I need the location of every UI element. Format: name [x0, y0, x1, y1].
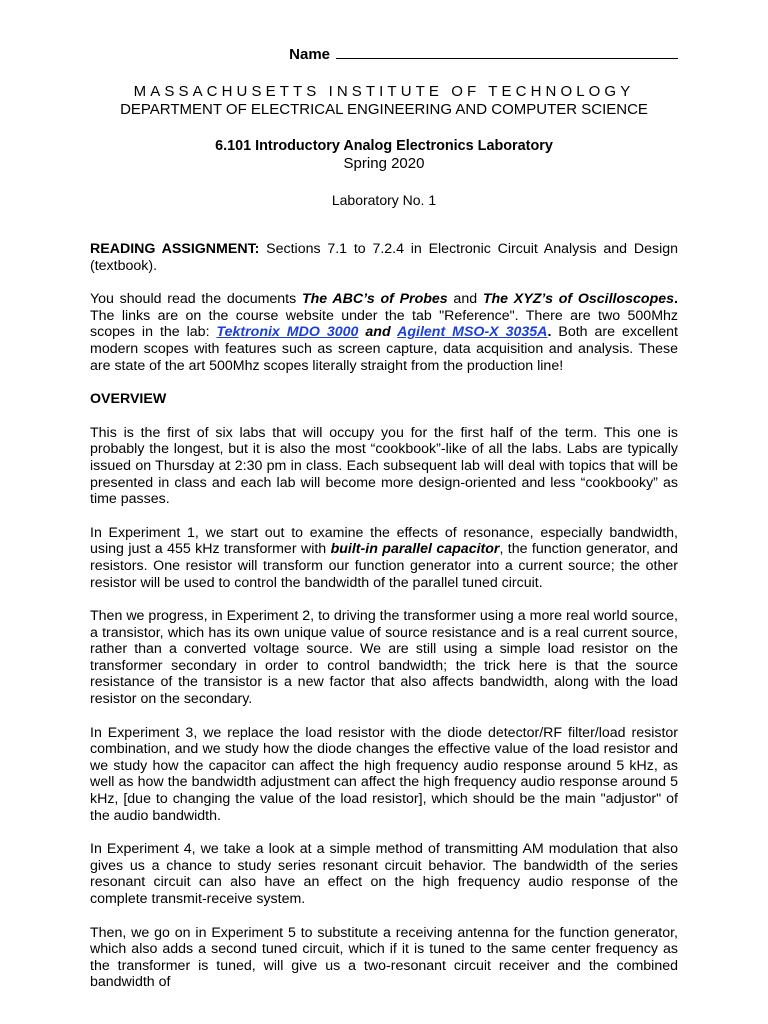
documents-text-5: Both are excellent modern scopes with features such as screen capture, data acquisition and analysis. These are state of the art 500Mhz scopes literally straight from the production line!: [90, 324, 678, 374]
department-name: DEPARTMENT OF ELECTRICAL ENGINEERING AND COMPUTER SCIENCE: [120, 101, 648, 118]
name-field-line: [90, 44, 678, 66]
overview-paragraph: This is the first of six labs that will occupy you for the first half of the term. This one is probably the longest, but it is also the most “cookbook”-like of all the labs. Labs are typically issued on Thursday at 2:30 pm in class. Each subsequent lab will deal with topics that will be presented in class and each lab will become more design-oriented and less “cookbooky” as time passes.: [90, 424, 678, 508]
name-label: Name: [289, 46, 330, 63]
documents-text-4: and: [358, 324, 398, 341]
term: Spring 2020: [343, 155, 425, 172]
overview-heading: OVERVIEW: [90, 391, 167, 408]
experiment-1-text-b: , the function generator, and resistors. One resistor will transform our function generator into a current source; the other resistor will be used to control the bandwidth of the parallel tuned circuit.: [90, 541, 678, 591]
experiment-5-paragraph: Then, we go on in Experiment 5 to substitute a receiving antenna for the function generator, which also adds a second tuned circuit, which if it is tuned to the same center frequency as the transformer is tuned, will give us a two-resonant circuit receiver and the combined bandwidth of: [90, 924, 678, 991]
documents-text-2: and: [447, 291, 483, 308]
link-tektronix-mdo-3000[interactable]: Tektronix MDO 3000: [216, 324, 359, 341]
experiment-2-paragraph: Then we progress, in Experiment 2, to driving the transformer using a more real world source, a transistor, which has its own unique value of source resistance and is a real current source, rather than a converted voltage source. We are still using a simple load resistor on the transformer secondary in order to control bandwidth; the trick here is that the source resistance of the transistor is a new factor that also affects bandwidth, along with the load resistor on the secondary.: [90, 608, 678, 708]
name-blank-underline: [336, 46, 678, 59]
reading-assignment-text: Sections 7.1 to 7.2.4 in Electronic Circuit Analysis and Design (textbook).: [90, 241, 679, 274]
documents-paragraph: [90, 291, 678, 374]
reading-assignment-paragraph: [90, 241, 678, 274]
built-in-parallel-capacitor: built-in parallel capacitor: [330, 541, 500, 558]
documents-text-3-period: .: [674, 291, 678, 308]
lab-number: Laboratory No. 1: [331, 192, 437, 208]
experiment-1-text-a: In Experiment 1, we start out to examine the effects of resonance, especially bandwidth, using just a 455 kHz transformer with: [90, 524, 678, 558]
documents-text-1: You should read the documents: [90, 291, 302, 308]
doc-abc-probes: The ABC’s of Probes: [301, 291, 448, 308]
document-page: [90, 44, 678, 991]
link-agilent-mso-x-3035a[interactable]: Agilent MSO-X 3035A: [397, 324, 548, 341]
experiment-4-paragraph: In Experiment 4, we take a look at a simple method of transmitting AM modulation that also gives us a chance to study series resonant circuit behavior. The bandwidth of the series resonant circuit can also have an effect on the high frequency audio response of the complete transmit-receive system.: [90, 841, 678, 907]
documents-text-5-period: .: [547, 324, 552, 341]
institution-name: MASSACHUSETTS INSTITUTE OF TECHNOLOGY: [133, 83, 635, 100]
documents-text-3: The links are on the course website under the tab "Reference". There are two 500Mhz scopes in the lab:: [90, 307, 678, 341]
doc-xyz-oscilloscopes: The XYZ’s of Oscilloscopes: [482, 291, 675, 308]
experiment-1-paragraph: [90, 525, 678, 591]
reading-assignment-label: READING ASSIGNMENT:: [90, 241, 260, 257]
experiment-3-paragraph: In Experiment 3, we replace the load resistor with the diode detector/RF filter/load resistor combination, and we study how the diode changes the effective value of the load resistor and we study how the capacitor can affect the high frequency audio response around 5 kHz, as well as how the bandwidth adjustment can affect the high frequency audio response around 5 kHz, [due to changing the value of the load resistor], which should be the main "adjustor" of the audio bandwidth.: [90, 724, 678, 824]
course-title: 6.101 Introductory Analog Electronics Laboratory: [215, 138, 553, 154]
